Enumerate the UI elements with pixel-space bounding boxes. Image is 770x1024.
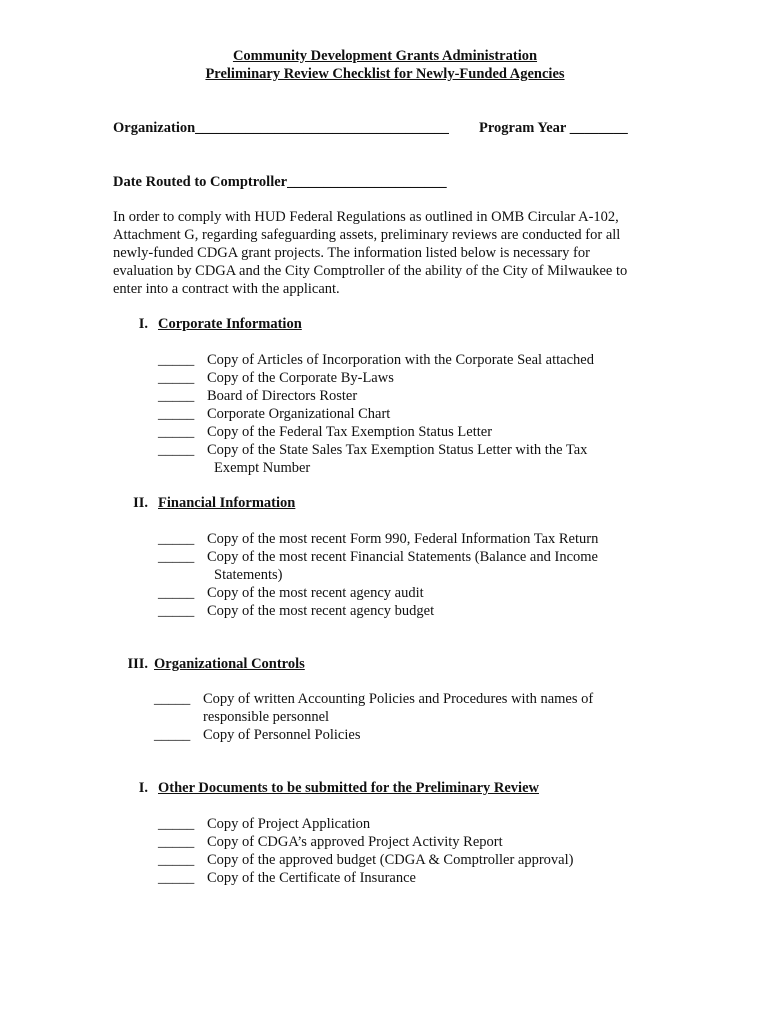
checklist-item: Copy of the State Sales Tax Exemption Status Letter with the Tax [207,442,588,458]
checklist-item: Copy of Project Application [207,816,371,832]
checklist-item-continuation: responsible personnel [203,709,330,725]
organization-field: Organization___________________________________ [113,120,449,136]
checklist-item: Copy of Articles of Incorporation with the Corporate Seal attached [207,352,594,368]
document-title: Community Development Grants Administration [232,48,538,64]
checklist-item: Copy of the most recent agency budget [207,603,435,619]
checkbox-blank: _____ [158,424,195,440]
checkbox-blank: _____ [154,691,191,707]
checkbox-blank: _____ [158,585,195,601]
checklist-item: Copy of the most recent agency audit [207,585,424,601]
checklist-item-continuation: Exempt Number [214,460,311,476]
checklist-item: Corporate Organizational Chart [207,406,391,422]
checklist-item: Copy of the Certificate of Insurance [207,870,416,886]
checklist-item: Copy of the approved budget (CDGA & Comptroller approval) [207,852,574,868]
section-title-corporate: Corporate Information [158,316,302,332]
date-routed-field: Date Routed to Comptroller______________________ [113,174,447,190]
checkbox-blank: _____ [158,870,195,886]
checklist-item: Copy of Personnel Policies [203,727,361,743]
checkbox-blank: _____ [158,531,195,547]
checklist-item: Copy of the Federal Tax Exemption Status Letter [207,424,493,440]
intro-line: newly-funded CDGA grant projects. The information listed below is necessary for [113,245,590,261]
checklist-item: Copy of CDGA’s approved Project Activity Report [207,834,503,850]
checkbox-blank: _____ [158,549,195,565]
checkbox-blank: _____ [158,852,195,868]
intro-line: evaluation by CDGA and the City Comptroller of the ability of the City of Milwaukee to [113,263,628,279]
checkbox-blank: _____ [154,727,191,743]
section-title-other-documents: Other Documents to be submitted for the Preliminary Review [158,780,539,796]
intro-line: In order to comply with HUD Federal Regulations as outlined in OMB Circular A-102, [113,209,619,225]
checkbox-blank: _____ [158,816,195,832]
section-number: III. [127,656,148,672]
intro-line: Attachment G, regarding safeguarding assets, preliminary reviews are conducted for all [113,227,621,243]
section-title-controls: Organizational Controls [154,656,305,672]
checklist-item: Copy of the most recent Financial Statements (Balance and Income [207,549,598,565]
checkbox-blank: _____ [158,603,195,619]
document-subtitle: Preliminary Review Checklist for Newly-Funded Agencies [205,66,565,82]
checkbox-blank: _____ [158,370,195,386]
program-year-field: Program Year ________ [479,120,628,136]
checklist-item: Copy of written Accounting Policies and Procedures with names of [203,691,594,707]
checklist-item-continuation: Statements) [214,567,283,583]
section-number: I. [138,780,148,796]
section-number: I. [138,316,148,332]
checkbox-blank: _____ [158,388,195,404]
checkbox-blank: _____ [158,442,195,458]
checklist-item: Copy of the most recent Form 990, Federal Information Tax Return [207,531,599,547]
checkbox-blank: _____ [158,352,195,368]
section-title-financial: Financial Information [158,495,296,511]
checklist-item: Copy of the Corporate By-Laws [207,370,394,386]
section-number: II. [133,495,148,511]
intro-paragraph [113,208,673,298]
checklist-item: Board of Directors Roster [207,388,358,404]
intro-line: enter into a contract with the applicant. [113,281,340,297]
checkbox-blank: _____ [158,406,195,422]
checkbox-blank: _____ [158,834,195,850]
